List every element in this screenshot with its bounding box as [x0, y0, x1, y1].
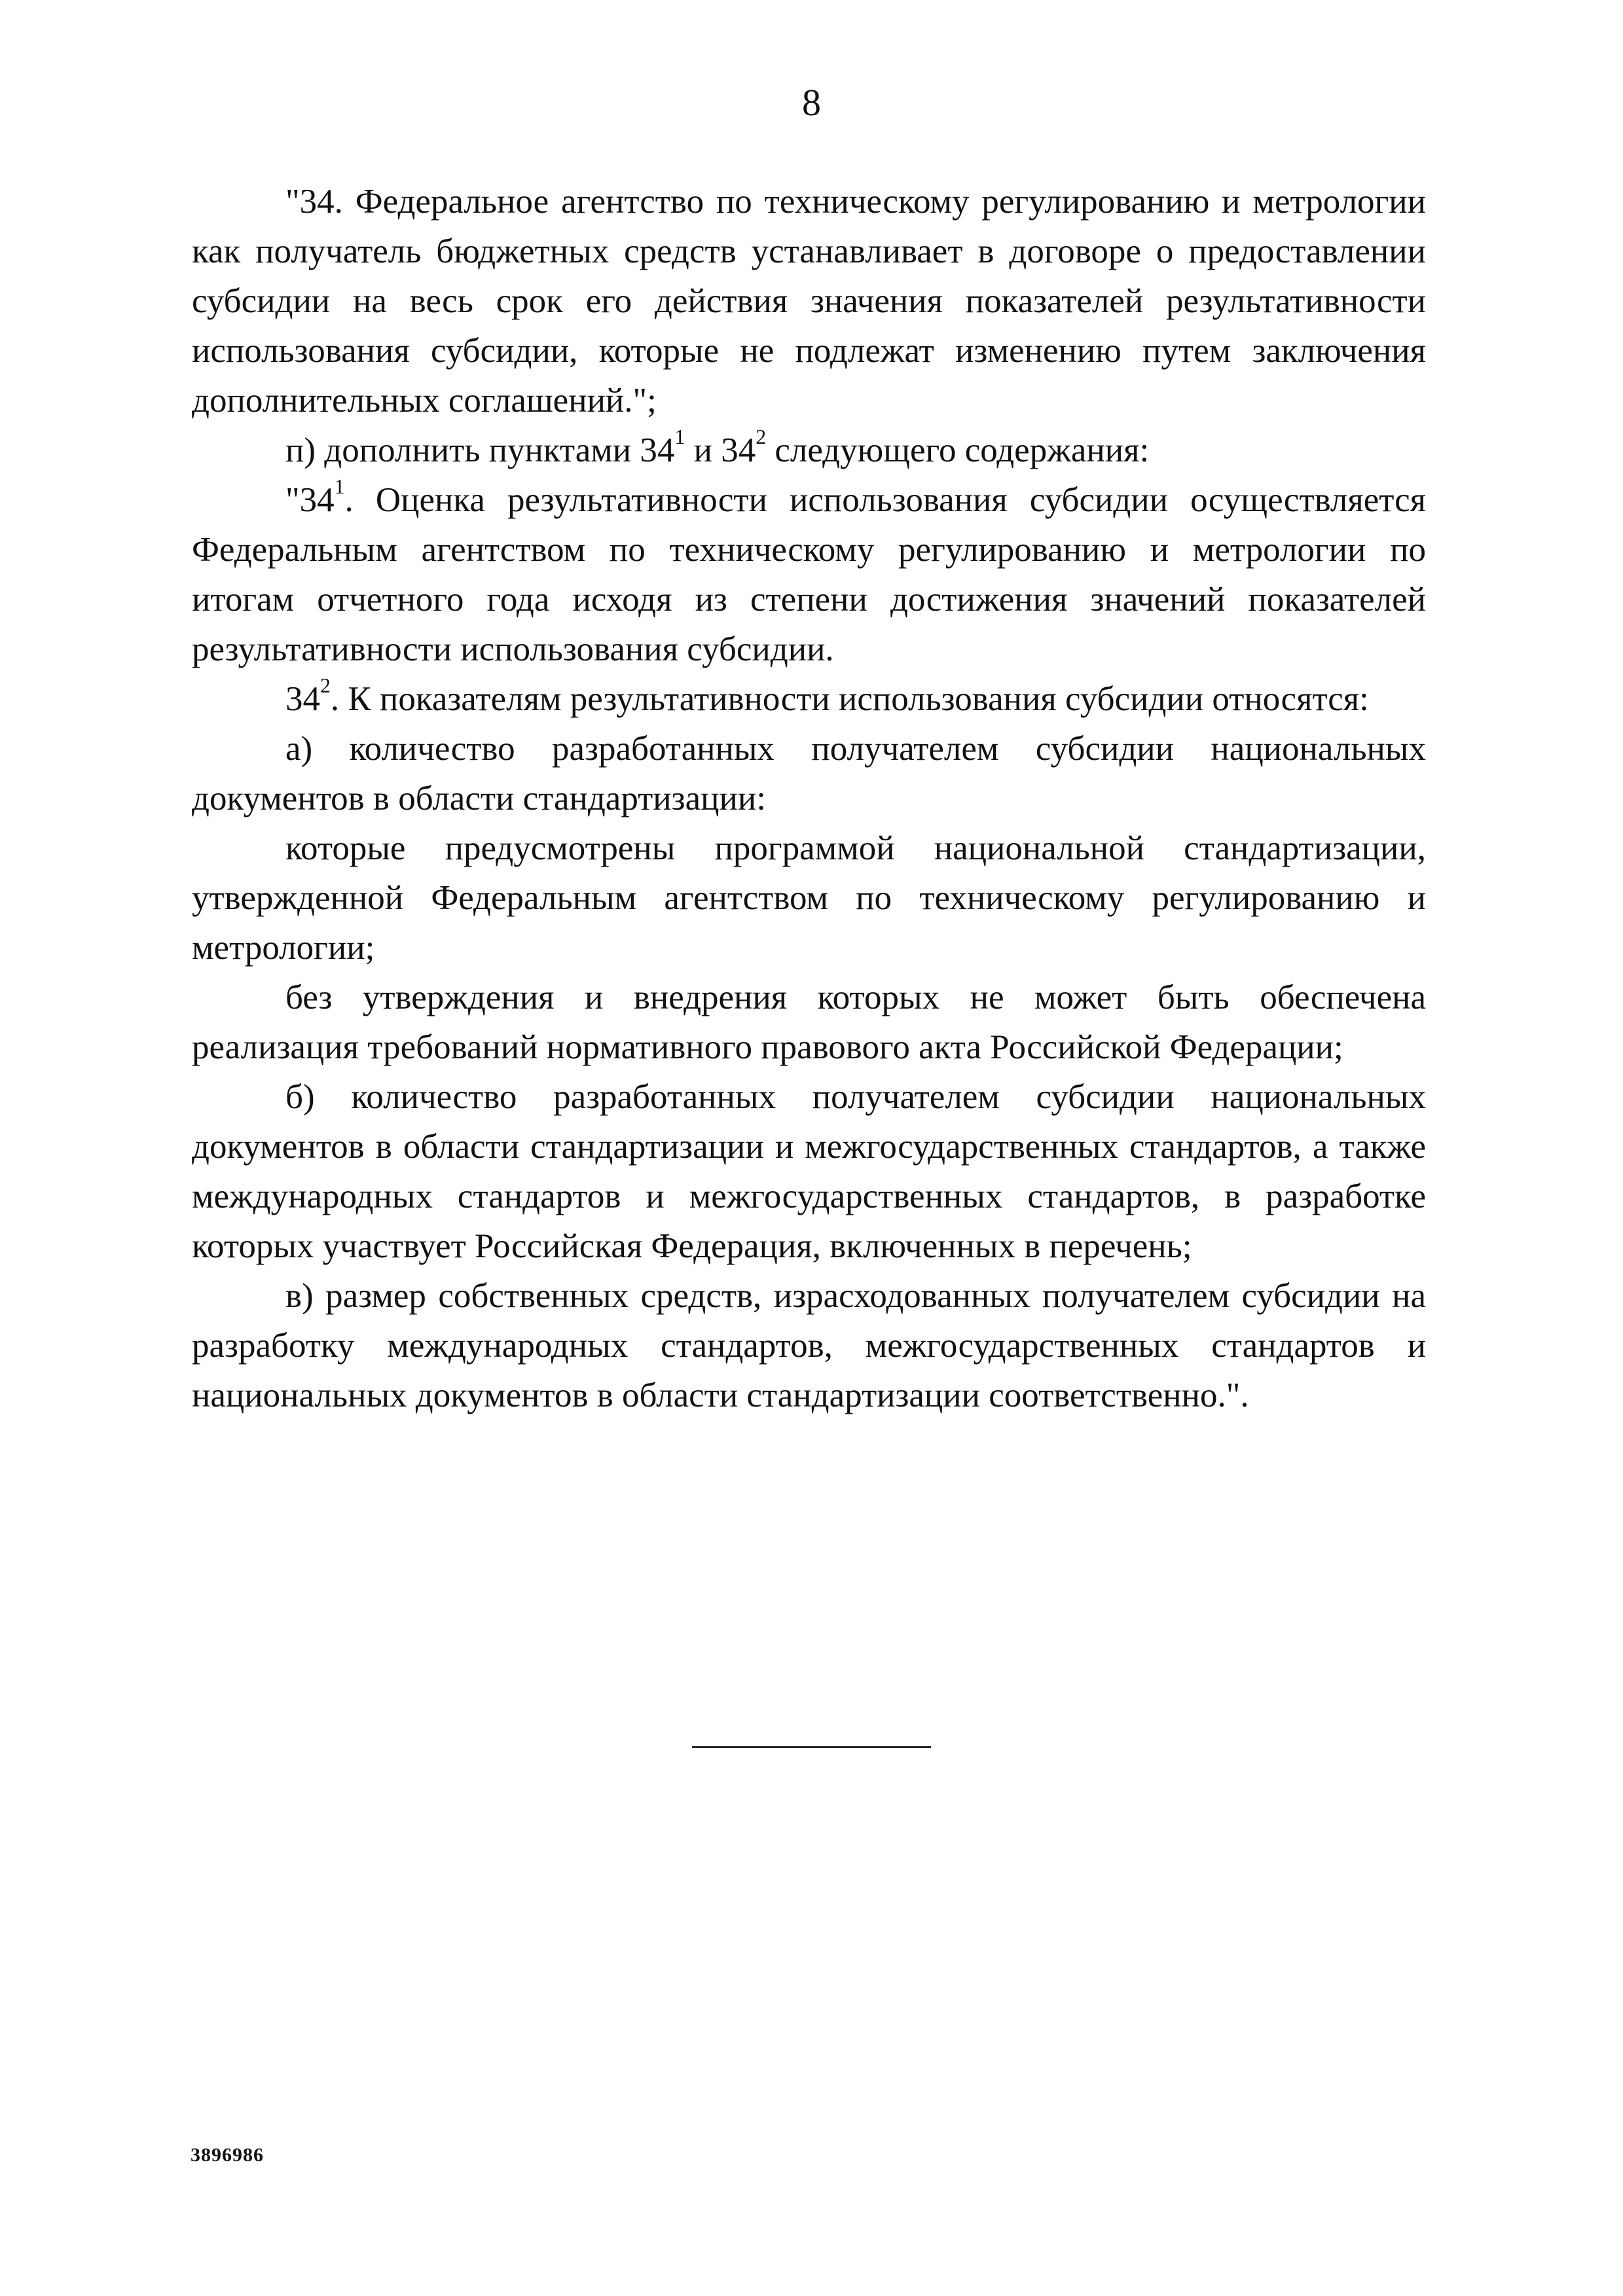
paragraph-34-2-prefix: 34 — [285, 680, 320, 718]
document-code: 3896986 — [191, 2144, 264, 2166]
paragraph-34-1-prefix: "34 — [285, 481, 335, 519]
paragraph-34-1 — [192, 475, 1426, 674]
amendment-p-text-1: п) дополнить пунктами 34 — [285, 431, 675, 469]
paragraph-34-1-sup: 1 — [334, 475, 345, 498]
paragraph-item-a-sub-1: которые предусмотрены программой национальной стандартизации, утвержденной Федеральным агентством по техническому регулированию и метрологии; — [192, 829, 1426, 967]
paragraph-34-2-text: . К показателям результативности использования субсидии относятся: — [330, 680, 1369, 718]
amendment-p-text-3: следующего содержания: — [766, 431, 1150, 469]
paragraph-34: "34. Федеральное агентство по техническому регулированию и метрологии как получатель бюджетных средств устанавливает в договоре о предоставлении субсидии на весь срок его действия значения показателей результативности использования субсидии, которые не подлежат изменению путем заключения дополнительных соглашений."; — [192, 183, 1426, 420]
end-divider-line — [692, 1746, 931, 1748]
paragraph-item-a-sub-2: без утверждения и внедрения которых не может быть обеспечена реализация требований нормативного правового акта Российской Федерации; — [192, 978, 1426, 1066]
amendment-p-sup-2: 2 — [756, 425, 767, 448]
paragraph-34-1-text: . Оценка результативности использования субсидии осуществляется Федеральным агентством по техническому регулированию и метрологии по итогам отчетного года исходя из степени достижения значений показателей результативности использования субсидии. — [192, 481, 1426, 668]
paragraph-item-b: б) количество разработанных получателем субсидии национальных документов в области стандартизации и межгосударственных стандартов, а также международных стандартов и межгосударственных стандартов, в разработке которых участвует Российская Федерация, включенных в перечень; — [192, 1078, 1426, 1265]
amendment-p-text-2: и 34 — [685, 431, 756, 469]
document-body — [192, 177, 1426, 1420]
paragraph-item-a: а) количество разработанных получателем субсидии национальных документов в области стандартизации: — [192, 730, 1426, 817]
page-number: 8 — [802, 81, 821, 124]
paragraph-item-v: в) размер собственных средств, израсходованных получателем субсидии на разработку международных стандартов, межгосударственных стандартов и национальных документов в области стандартизации соответственно.". — [192, 1277, 1426, 1414]
paragraph-amendment-p — [192, 425, 1426, 475]
paragraph-34-2-sup: 2 — [320, 673, 331, 697]
amendment-p-sup-1: 1 — [674, 425, 685, 448]
paragraph-34-2 — [192, 674, 1426, 724]
